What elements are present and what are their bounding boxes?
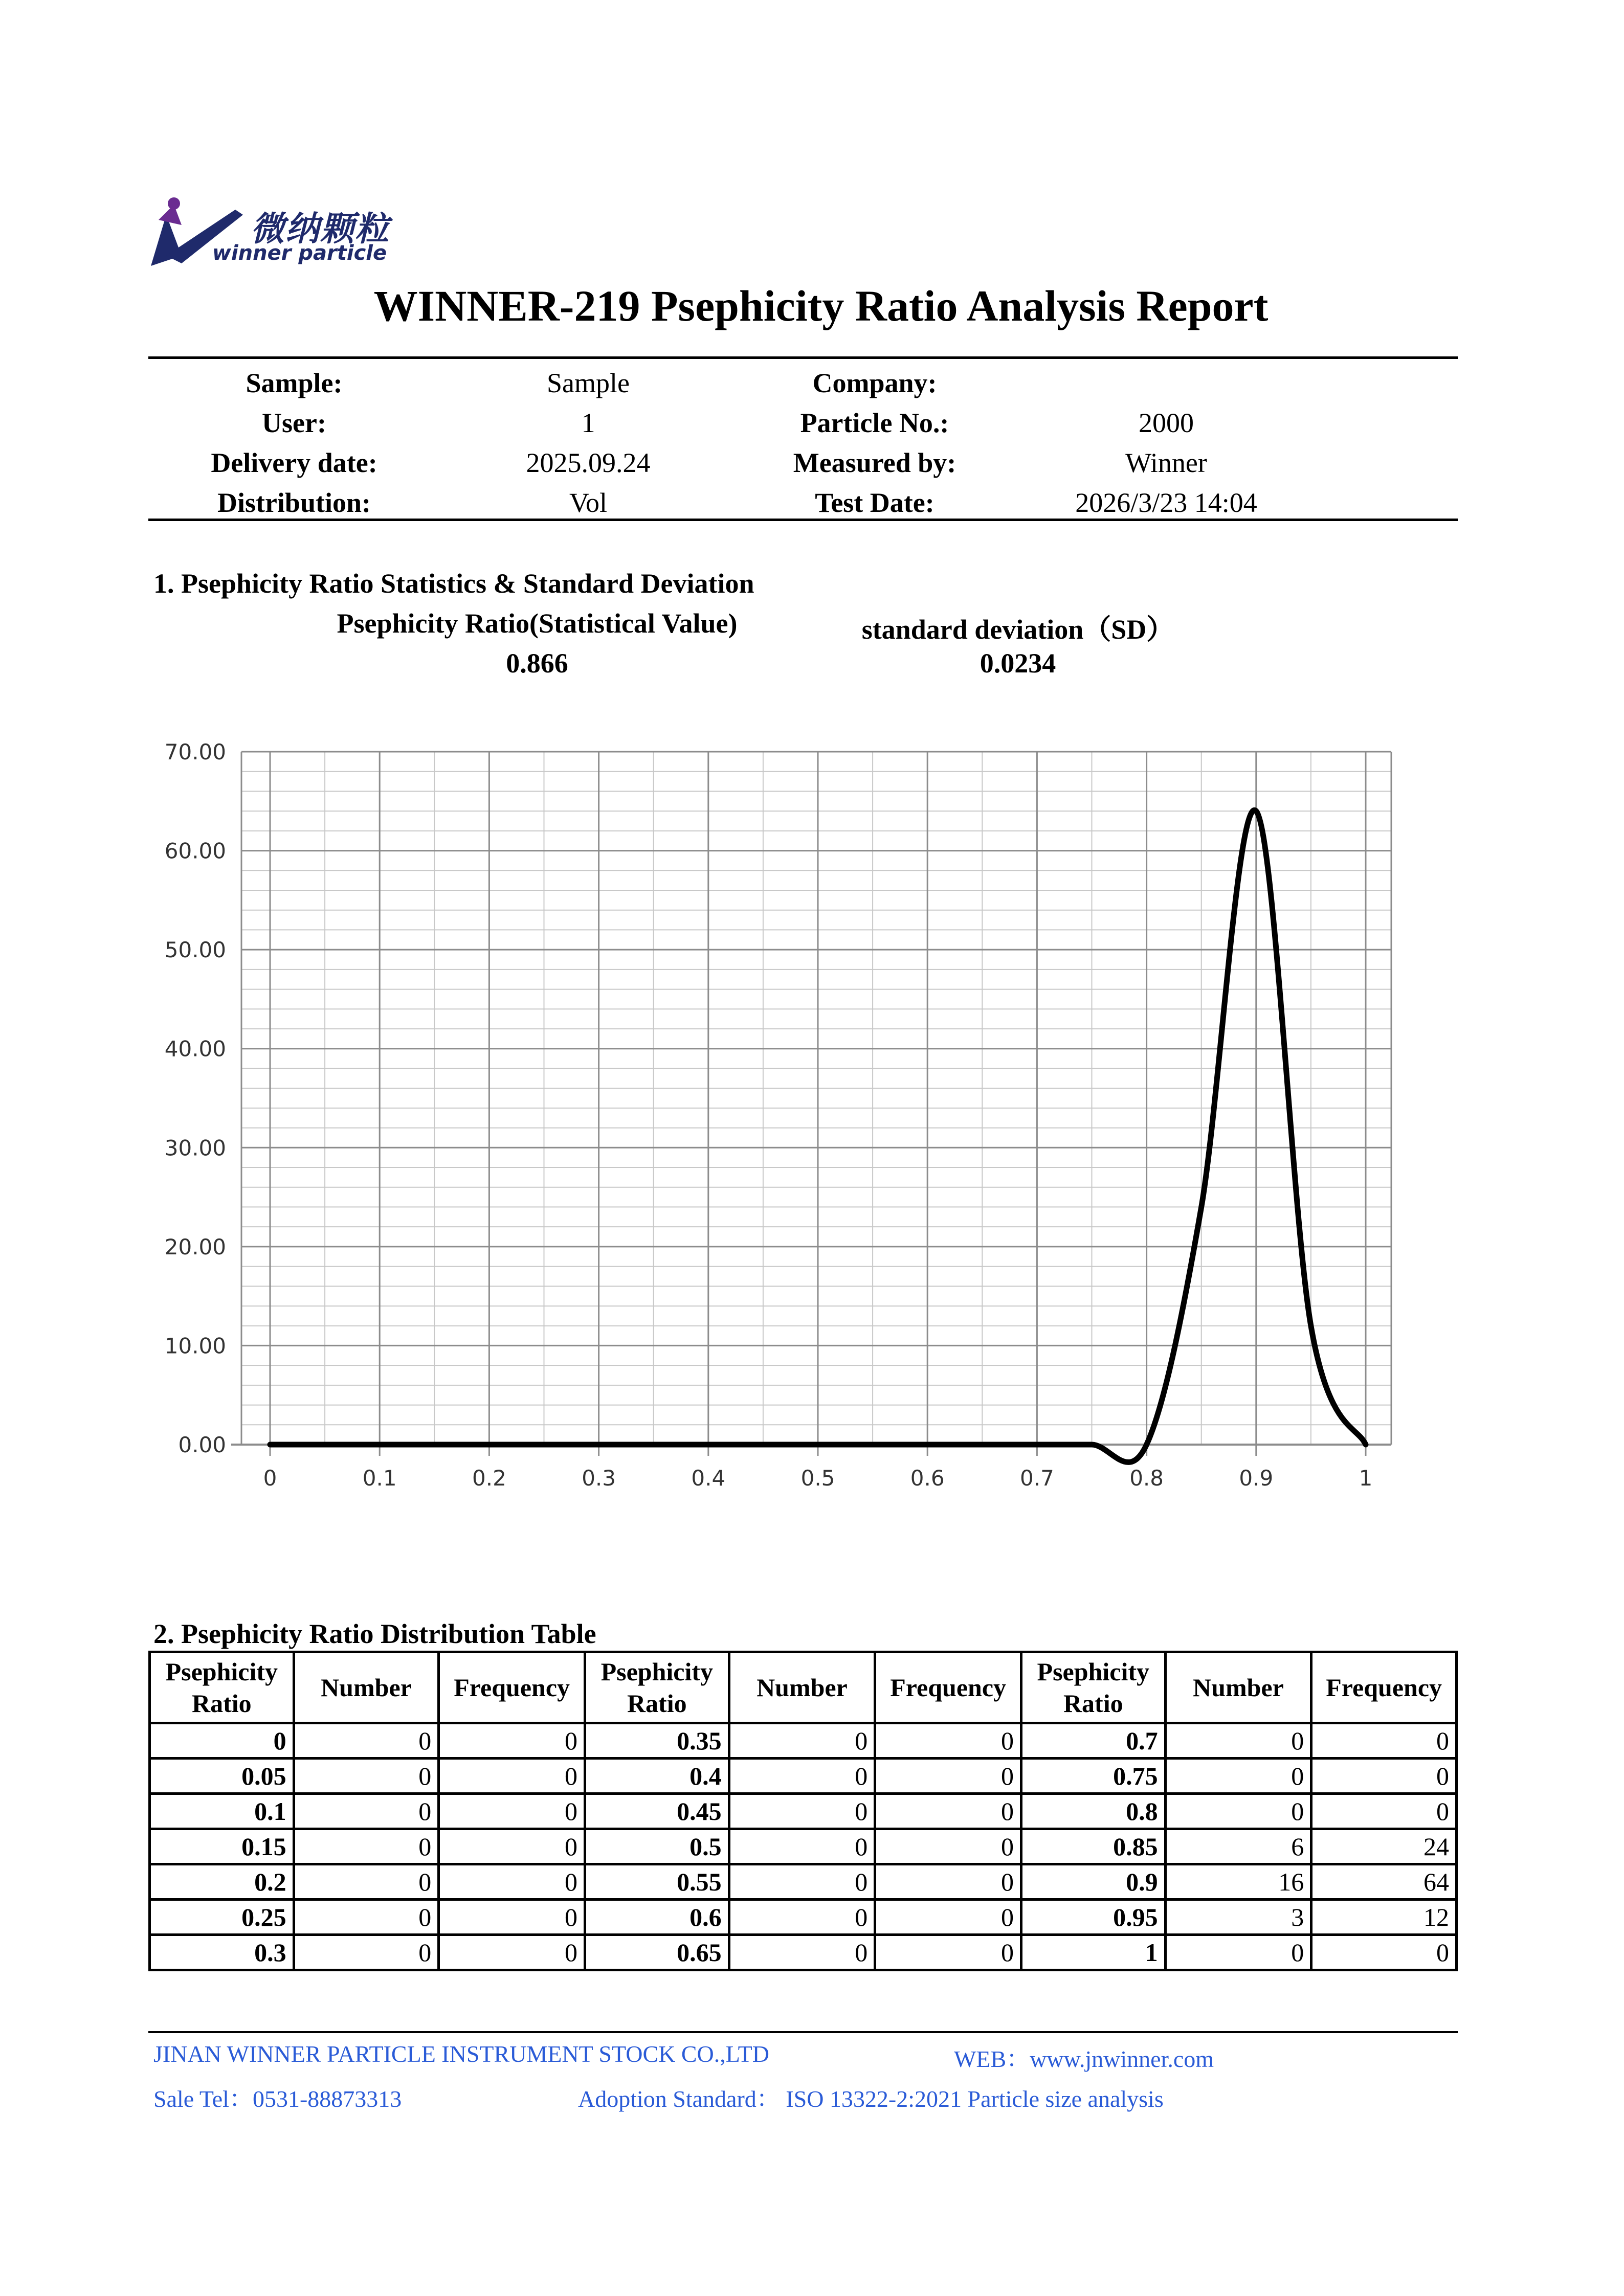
frequency-cell: 0 — [439, 1935, 585, 1970]
frequency-cell: 0 — [875, 1759, 1021, 1794]
y-tick-label: 10.00 — [164, 1333, 226, 1359]
number-cell: 0 — [1165, 1723, 1311, 1759]
footer-tel: Sale Tel：0531-88873313 — [153, 2086, 402, 2112]
particle-no-value: 2000 — [1139, 408, 1194, 438]
ratio-cell: 0.4 — [585, 1759, 729, 1794]
ratio-cell: 0.8 — [1021, 1794, 1165, 1829]
sample-label: Sample: — [246, 368, 343, 398]
number-cell: 0 — [294, 1759, 439, 1794]
number-cell: 0 — [729, 1723, 875, 1759]
ratio-cell: 0 — [150, 1723, 294, 1759]
divider-top — [148, 356, 1458, 359]
number-cell: 0 — [729, 1794, 875, 1829]
number-cell: 0 — [729, 1900, 875, 1935]
company-label: Company: — [812, 368, 937, 398]
x-tick-label: 0.6 — [910, 1466, 945, 1491]
number-cell: 0 — [294, 1900, 439, 1935]
footer-web[interactable]: WEB：www.jnwinner.com — [954, 2046, 1214, 2072]
table-header-cell: Number — [1165, 1652, 1311, 1723]
number-cell: 0 — [729, 1935, 875, 1970]
chart-x-tick-labels — [263, 1466, 1373, 1491]
frequency-cell: 0 — [439, 1829, 585, 1864]
number-cell: 16 — [1165, 1864, 1311, 1900]
number-cell: 0 — [294, 1864, 439, 1900]
number-cell: 0 — [294, 1829, 439, 1864]
y-tick-label: 0.00 — [178, 1432, 226, 1457]
ratio-cell: 0.2 — [150, 1864, 294, 1900]
x-tick-label: 0.2 — [472, 1466, 506, 1491]
x-tick-label: 0.1 — [362, 1466, 397, 1491]
table-header-cell: Number — [729, 1652, 875, 1723]
ratio-cell: 0.5 — [585, 1829, 729, 1864]
sd-value: 0.0234 — [980, 648, 1056, 679]
distribution-value: Vol — [569, 487, 608, 518]
number-cell: 0 — [729, 1759, 875, 1794]
frequency-cell: 64 — [1311, 1864, 1457, 1900]
ratio-cell: 0.05 — [150, 1759, 294, 1794]
x-tick-label: 1 — [1359, 1466, 1373, 1491]
x-tick-label: 0.5 — [800, 1466, 835, 1491]
number-cell: 0 — [294, 1935, 439, 1970]
ratio-cell: 0.25 — [150, 1900, 294, 1935]
ratio-cell: 0.85 — [1021, 1829, 1165, 1864]
frequency-cell: 0 — [1311, 1935, 1457, 1970]
user-value: 1 — [581, 408, 595, 438]
y-tick-label: 60.00 — [164, 838, 226, 864]
frequency-cell: 12 — [1311, 1900, 1457, 1935]
number-cell: 0 — [294, 1723, 439, 1759]
x-tick-label: 0.7 — [1020, 1466, 1054, 1491]
y-tick-label: 30.00 — [164, 1135, 226, 1161]
ratio-cell: 0.7 — [1021, 1723, 1165, 1759]
ratio-cell: 0.9 — [1021, 1864, 1165, 1900]
sample-value: Sample — [547, 368, 630, 398]
distribution-label: Distribution: — [217, 487, 371, 518]
divider-info-bottom — [148, 519, 1458, 521]
distribution-table — [148, 1651, 1458, 1971]
psephicity-distribution-chart — [153, 731, 1407, 1509]
table-header-cell: Frequency — [1311, 1652, 1457, 1723]
table-row — [150, 1900, 1457, 1935]
ratio-cell: 0.6 — [585, 1900, 729, 1935]
table-header-cell: Frequency — [439, 1652, 585, 1723]
number-cell: 0 — [1165, 1794, 1311, 1829]
frequency-cell: 0 — [439, 1723, 585, 1759]
table-header-row — [150, 1652, 1457, 1723]
sd-label: standard deviation（SD） — [861, 614, 1174, 645]
footer-standard: Adoption Standard： ISO 13322-2:2021 Particle size analysis — [578, 2086, 1164, 2112]
delivery-date-value: 2025.09.24 — [526, 447, 651, 478]
x-tick-label: 0 — [263, 1466, 277, 1491]
company-logo — [146, 194, 412, 271]
chart-major-grid — [241, 752, 1391, 1445]
ratio-cell: 0.35 — [585, 1723, 729, 1759]
test-date-value: 2026/3/23 14:04 — [1075, 487, 1257, 518]
frequency-cell: 0 — [1311, 1794, 1457, 1829]
y-tick-label: 70.00 — [164, 739, 226, 764]
table-row — [150, 1829, 1457, 1864]
table-header-cell: Psephicity Ratio — [1021, 1652, 1165, 1723]
ratio-cell: 0.45 — [585, 1794, 729, 1829]
user-label: User: — [262, 408, 326, 438]
ratio-cell: 0.65 — [585, 1935, 729, 1970]
frequency-cell: 0 — [875, 1829, 1021, 1864]
table-row — [150, 1935, 1457, 1970]
ratio-cell: 0.3 — [150, 1935, 294, 1970]
stat-value-label: Psephicity Ratio(Statistical Value) — [337, 608, 738, 639]
section1-heading: 1. Psephicity Ratio Statistics & Standard Deviation — [153, 568, 754, 599]
table-header-cell: Psephicity Ratio — [150, 1652, 294, 1723]
frequency-cell: 0 — [439, 1900, 585, 1935]
table-header-cell: Number — [294, 1652, 439, 1723]
frequency-cell: 0 — [1311, 1723, 1457, 1759]
y-tick-label: 50.00 — [164, 937, 226, 963]
particle-no-label: Particle No.: — [800, 408, 949, 438]
number-cell: 0 — [729, 1864, 875, 1900]
logo-text-en: winner particle — [212, 241, 387, 265]
y-tick-label: 20.00 — [164, 1234, 226, 1259]
ratio-cell: 0.95 — [1021, 1900, 1165, 1935]
number-cell: 0 — [1165, 1935, 1311, 1970]
y-tick-label: 40.00 — [164, 1036, 226, 1062]
number-cell: 0 — [729, 1829, 875, 1864]
chart-axes — [231, 752, 1391, 1456]
x-tick-label: 0.9 — [1239, 1466, 1274, 1491]
number-cell: 6 — [1165, 1829, 1311, 1864]
logo-text-cn: 微纳颗粒 — [251, 209, 390, 249]
table-row — [150, 1759, 1457, 1794]
number-cell: 3 — [1165, 1900, 1311, 1935]
ratio-cell: 0.55 — [585, 1864, 729, 1900]
x-tick-label: 0.3 — [582, 1466, 616, 1491]
measured-by-label: Measured by: — [793, 447, 956, 478]
frequency-cell: 24 — [1311, 1829, 1457, 1864]
table-header-cell: Psephicity Ratio — [585, 1652, 729, 1723]
frequency-cell: 0 — [875, 1794, 1021, 1829]
table-header-cell: Frequency — [875, 1652, 1021, 1723]
frequency-cell: 0 — [875, 1900, 1021, 1935]
ratio-cell: 0.75 — [1021, 1759, 1165, 1794]
number-cell: 0 — [294, 1794, 439, 1829]
chart-y-tick-labels — [165, 739, 226, 1457]
x-tick-label: 0.8 — [1129, 1466, 1164, 1491]
test-date-label: Test Date: — [815, 487, 935, 518]
report-title: WINNER-219 Psephicity Ratio Analysis Report — [373, 281, 1269, 330]
ratio-cell: 1 — [1021, 1935, 1165, 1970]
ratio-cell: 0.1 — [150, 1794, 294, 1829]
table-row — [150, 1723, 1457, 1759]
section2-heading: 2. Psephicity Ratio Distribution Table — [153, 1618, 596, 1649]
chart-minor-grid — [241, 752, 1391, 1445]
footer-company: JINAN WINNER PARTICLE INSTRUMENT STOCK CO.,LTD — [153, 2041, 769, 2067]
measured-by-value: Winner — [1125, 447, 1207, 478]
frequency-cell: 0 — [439, 1864, 585, 1900]
frequency-cell: 0 — [875, 1864, 1021, 1900]
ratio-cell: 0.15 — [150, 1829, 294, 1864]
divider-footer — [148, 2031, 1458, 2033]
x-tick-label: 0.4 — [691, 1466, 726, 1491]
frequency-cell: 0 — [875, 1935, 1021, 1970]
stat-value: 0.866 — [506, 648, 568, 679]
number-cell: 0 — [1165, 1759, 1311, 1794]
frequency-cell: 0 — [875, 1723, 1021, 1759]
frequency-cell: 0 — [1311, 1759, 1457, 1794]
frequency-cell: 0 — [439, 1759, 585, 1794]
delivery-date-label: Delivery date: — [211, 447, 377, 478]
table-row — [150, 1794, 1457, 1829]
table-row — [150, 1864, 1457, 1900]
frequency-cell: 0 — [439, 1794, 585, 1829]
